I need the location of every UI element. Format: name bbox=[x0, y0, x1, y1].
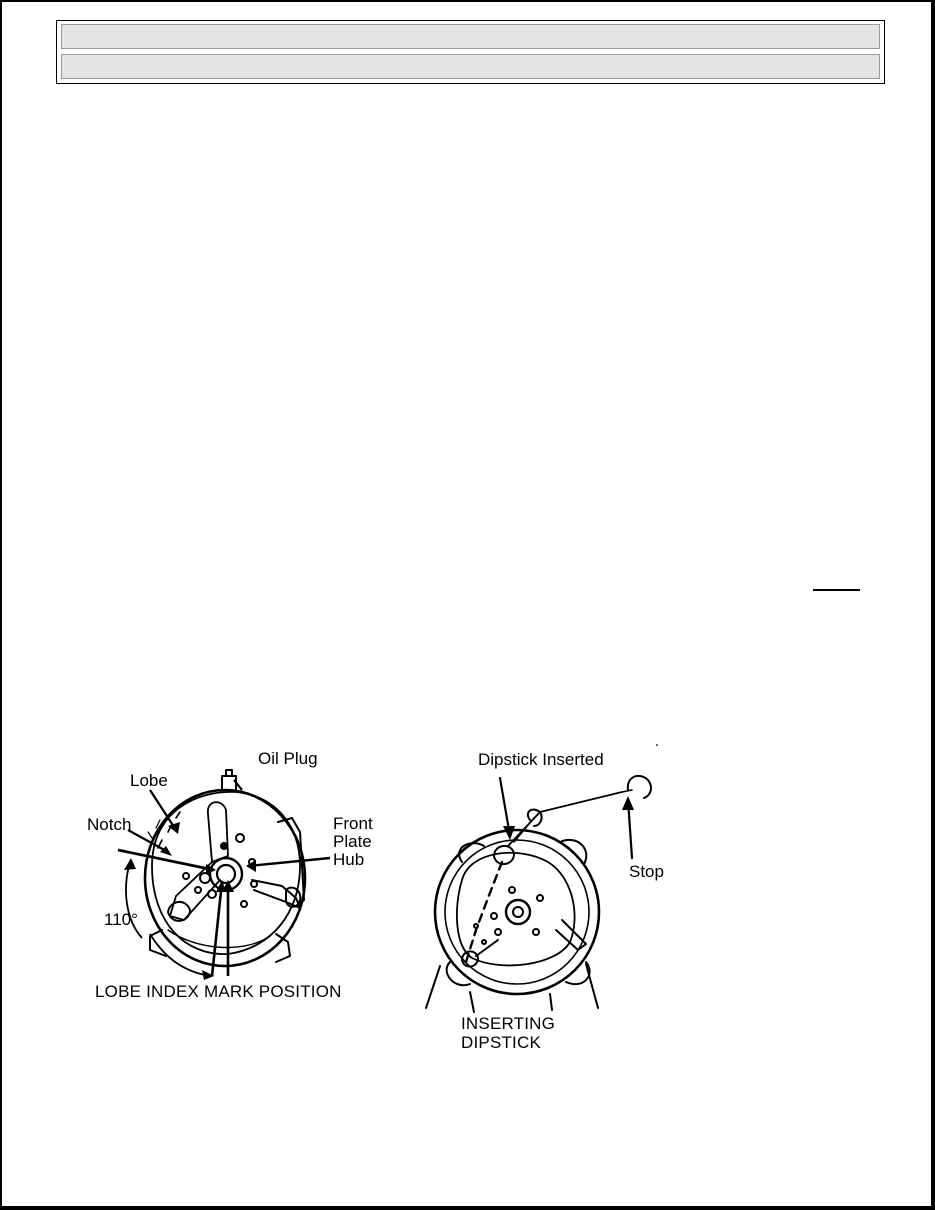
front-label: Front bbox=[333, 814, 373, 833]
notch-label: Notch bbox=[87, 815, 132, 834]
angle-label: 110° bbox=[104, 910, 138, 929]
dipstick-caption: DIPSTICK bbox=[461, 1033, 542, 1052]
dipstick-inserted-label: Dipstick Inserted bbox=[478, 750, 604, 769]
stop-label: Stop bbox=[629, 862, 664, 881]
hub-label: Hub bbox=[333, 850, 365, 869]
lobe-label: Lobe bbox=[130, 771, 168, 790]
plate-label: Plate bbox=[333, 832, 372, 851]
lobe-index-caption: LOBE INDEX MARK POSITION bbox=[95, 982, 342, 1001]
oil-plug-label: Oil Plug bbox=[258, 749, 318, 768]
inserting-caption: INSERTING bbox=[461, 1014, 556, 1033]
